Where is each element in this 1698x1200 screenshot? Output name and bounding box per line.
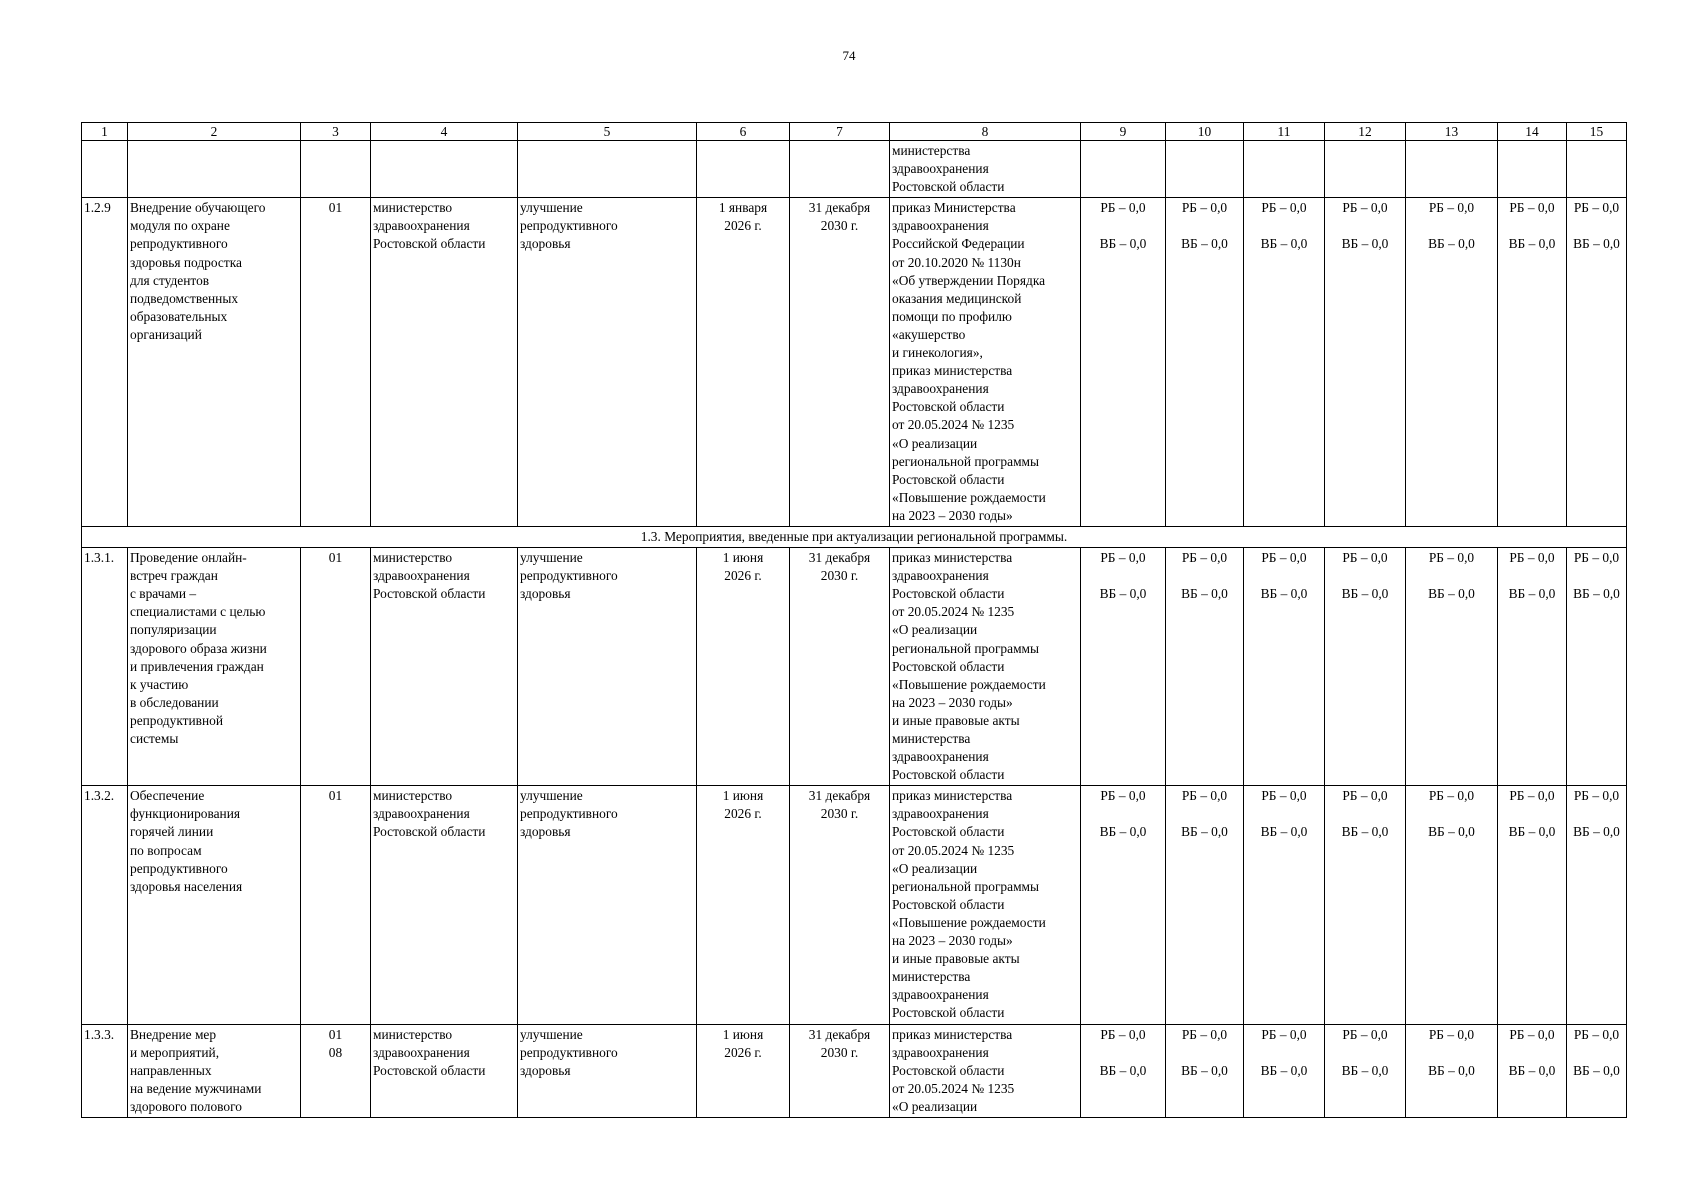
funding-cell	[1498, 1024, 1567, 1117]
regional-budget-value: РБ – 0,0	[1428, 788, 1475, 804]
off-budget-value: ВБ – 0,0	[1573, 586, 1620, 602]
regional-budget-value: РБ – 0,0	[1428, 200, 1475, 216]
spacer	[1083, 805, 1163, 823]
off-budget-value: ВБ – 0,0	[1181, 1062, 1228, 1078]
end-date-cell: 31 декабря 2030 г.	[790, 1024, 890, 1117]
spacer	[1168, 567, 1241, 585]
regional-budget-value: РБ – 0,0	[1509, 200, 1555, 216]
spacer	[1408, 217, 1495, 235]
regional-budget-value: РБ – 0,0	[1342, 200, 1388, 216]
start-date-cell: 1 июня 2026 г.	[697, 548, 790, 786]
off-budget-value: ВБ – 0,0	[1341, 586, 1389, 602]
legal-basis-cell: приказ министерства здравоохранения Ростовской области от 20.05.2024 № 1235 «О реализации региональной программы Ростовской области «Повышение рождаемости на 2023 – 2030 годы» и иные правовые акты министерства здравоохранения Ростовской области	[890, 548, 1081, 786]
funding-cell	[1567, 1024, 1627, 1117]
spacer	[1327, 805, 1403, 823]
column-number-header: 13	[1406, 123, 1498, 141]
start-date-cell: 1 июня 2026 г.	[697, 1024, 790, 1117]
empty-cell	[82, 141, 128, 198]
off-budget-value: ВБ – 0,0	[1341, 1062, 1389, 1078]
off-budget-value: ВБ – 0,0	[1508, 824, 1556, 840]
regional-budget-value: РБ – 0,0	[1261, 550, 1307, 566]
end-date-cell: 31 декабря 2030 г.	[790, 548, 890, 786]
empty-cell	[301, 141, 371, 198]
funding-cell	[1498, 548, 1567, 786]
funding-cell	[1244, 198, 1325, 527]
spacer	[1500, 1044, 1564, 1062]
column-number-header: 9	[1081, 123, 1166, 141]
spacer	[1327, 217, 1403, 235]
program-code-cell: 01 08	[301, 1024, 371, 1117]
start-date-cell: 1 января 2026 г.	[697, 198, 790, 527]
program-code-cell: 01	[301, 198, 371, 527]
column-number-header: 6	[697, 123, 790, 141]
regional-budget-value: РБ – 0,0	[1428, 1026, 1475, 1042]
regional-budget-value: РБ – 0,0	[1509, 788, 1555, 804]
regional-budget-value: РБ – 0,0	[1509, 550, 1555, 566]
spacer	[1246, 805, 1322, 823]
executor-cell: министерство здравоохранения Ростовской области	[371, 786, 518, 1024]
table-row	[82, 198, 1627, 527]
column-number-header: 7	[790, 123, 890, 141]
regional-budget-value: РБ – 0,0	[1342, 550, 1388, 566]
table-row	[82, 786, 1627, 1024]
empty-cell	[697, 141, 790, 198]
table-row	[82, 1024, 1627, 1117]
funding-cell	[1406, 548, 1498, 786]
regional-budget-value: РБ – 0,0	[1573, 1026, 1620, 1042]
off-budget-value: ВБ – 0,0	[1508, 586, 1556, 602]
off-budget-value: ВБ – 0,0	[1428, 824, 1475, 840]
regional-budget-value: РБ – 0,0	[1573, 788, 1620, 804]
funding-cell	[1166, 198, 1244, 527]
off-budget-value: ВБ – 0,0	[1573, 824, 1620, 840]
funding-cell	[1081, 198, 1166, 527]
measure-number-cell: 1.3.3.	[82, 1024, 128, 1117]
funding-cell	[1325, 198, 1406, 527]
regional-budget-value: РБ – 0,0	[1261, 200, 1307, 216]
regional-budget-value: РБ – 0,0	[1100, 550, 1146, 566]
off-budget-value: ВБ – 0,0	[1428, 586, 1475, 602]
expected-result-cell: улучшение репродуктивного здоровья	[518, 548, 697, 786]
column-number-header: 8	[890, 123, 1081, 141]
off-budget-value: ВБ – 0,0	[1508, 236, 1556, 252]
regional-budget-value: РБ – 0,0	[1509, 1026, 1555, 1042]
empty-cell	[1406, 141, 1498, 198]
column-number-header: 12	[1325, 123, 1406, 141]
off-budget-value: ВБ – 0,0	[1341, 824, 1389, 840]
table-row	[82, 548, 1627, 786]
measure-name-cell: Внедрение обучающего модуля по охране репродуктивного здоровья подростка для студентов подведомственных образовательных организаций	[128, 198, 301, 527]
off-budget-value: ВБ – 0,0	[1099, 1062, 1147, 1078]
spacer	[1408, 805, 1495, 823]
page-number: 74	[842, 48, 856, 63]
regional-budget-value: РБ – 0,0	[1573, 550, 1620, 566]
program-code-cell: 01	[301, 786, 371, 1024]
regional-budget-value: РБ – 0,0	[1100, 788, 1146, 804]
funding-cell	[1325, 786, 1406, 1024]
spacer	[1500, 217, 1564, 235]
funding-cell	[1325, 1024, 1406, 1117]
off-budget-value: ВБ – 0,0	[1099, 236, 1147, 252]
off-budget-value: ВБ – 0,0	[1181, 236, 1228, 252]
section-row	[82, 526, 1627, 547]
funding-cell	[1498, 198, 1567, 527]
expected-result-cell: улучшение репродуктивного здоровья	[518, 198, 697, 527]
header-row	[82, 123, 1627, 141]
section-title: 1.3. Мероприятия, введенные при актуализации региональной программы.	[82, 526, 1627, 547]
off-budget-value: ВБ – 0,0	[1573, 236, 1620, 252]
funding-cell	[1081, 1024, 1166, 1117]
spacer	[1083, 1044, 1163, 1062]
empty-cell	[790, 141, 890, 198]
spacer	[1327, 1044, 1403, 1062]
off-budget-value: ВБ – 0,0	[1573, 1062, 1620, 1078]
funding-cell	[1406, 786, 1498, 1024]
spacer	[1246, 217, 1322, 235]
continuation-row	[82, 141, 1627, 198]
empty-cell	[1567, 141, 1627, 198]
start-date-cell: 1 июня 2026 г.	[697, 786, 790, 1024]
legal-basis-cell: приказ министерства здравоохранения Ростовской области от 20.05.2024 № 1235 «О реализации региональной программы Ростовской области «Повышение рождаемости на 2023 – 2030 годы» и иные правовые акты министерства здравоохранения Ростовской области	[890, 786, 1081, 1024]
regional-budget-value: РБ – 0,0	[1181, 1026, 1228, 1042]
column-number-header: 14	[1498, 123, 1567, 141]
end-date-cell: 31 декабря 2030 г.	[790, 198, 890, 527]
funding-cell	[1244, 786, 1325, 1024]
funding-cell	[1325, 548, 1406, 786]
funding-cell	[1406, 198, 1498, 527]
expected-result-cell: улучшение репродуктивного здоровья	[518, 1024, 697, 1117]
off-budget-value: ВБ – 0,0	[1260, 824, 1308, 840]
spacer	[1569, 217, 1624, 235]
empty-cell	[1325, 141, 1406, 198]
column-number-header: 10	[1166, 123, 1244, 141]
basis-cell: министерства здравоохранения Ростовской области	[890, 141, 1081, 198]
regional-budget-value: РБ – 0,0	[1573, 200, 1620, 216]
spacer	[1408, 567, 1495, 585]
funding-cell	[1081, 786, 1166, 1024]
regional-budget-value: РБ – 0,0	[1261, 788, 1307, 804]
spacer	[1168, 1044, 1241, 1062]
measure-number-cell: 1.3.2.	[82, 786, 128, 1024]
off-budget-value: ВБ – 0,0	[1428, 1062, 1475, 1078]
empty-cell	[518, 141, 697, 198]
spacer	[1569, 1044, 1624, 1062]
measure-name-cell: Внедрение мер и мероприятий, направленных на ведение мужчинами здорового полового	[128, 1024, 301, 1117]
column-number-header: 2	[128, 123, 301, 141]
executor-cell: министерство здравоохранения Ростовской области	[371, 1024, 518, 1117]
end-date-cell: 31 декабря 2030 г.	[790, 786, 890, 1024]
spacer	[1569, 567, 1624, 585]
executor-cell: министерство здравоохранения Ростовской области	[371, 198, 518, 527]
off-budget-value: ВБ – 0,0	[1341, 236, 1389, 252]
off-budget-value: ВБ – 0,0	[1099, 824, 1147, 840]
funding-cell	[1166, 786, 1244, 1024]
empty-cell	[1081, 141, 1166, 198]
empty-cell	[1498, 141, 1567, 198]
measure-number-cell: 1.3.1.	[82, 548, 128, 786]
spacer	[1246, 567, 1322, 585]
funding-cell	[1166, 548, 1244, 786]
column-number-header: 4	[371, 123, 518, 141]
column-number-header: 3	[301, 123, 371, 141]
empty-cell	[371, 141, 518, 198]
off-budget-value: ВБ – 0,0	[1508, 1062, 1556, 1078]
funding-cell	[1498, 786, 1567, 1024]
executor-cell: министерство здравоохранения Ростовской области	[371, 548, 518, 786]
regional-budget-value: РБ – 0,0	[1100, 1026, 1146, 1042]
off-budget-value: ВБ – 0,0	[1260, 236, 1308, 252]
spacer	[1083, 567, 1163, 585]
funding-cell	[1567, 198, 1627, 527]
regional-budget-value: РБ – 0,0	[1342, 788, 1388, 804]
regional-budget-value: РБ – 0,0	[1428, 550, 1475, 566]
measure-name-cell: Проведение онлайн- встреч граждан с врачами – специалистами с целью популяризации здорового образа жизни и привлечения граждан к участию в обследовании репродуктивной системы	[128, 548, 301, 786]
off-budget-value: ВБ – 0,0	[1428, 236, 1475, 252]
column-number-header: 1	[82, 123, 128, 141]
spacer	[1500, 805, 1564, 823]
regional-budget-value: РБ – 0,0	[1181, 550, 1228, 566]
regional-budget-value: РБ – 0,0	[1100, 200, 1146, 216]
spacer	[1246, 1044, 1322, 1062]
empty-cell	[1244, 141, 1325, 198]
off-budget-value: ВБ – 0,0	[1260, 586, 1308, 602]
column-number-header: 11	[1244, 123, 1325, 141]
off-budget-value: ВБ – 0,0	[1099, 586, 1147, 602]
legal-basis-cell: приказ Министерства здравоохранения Российской Федерации от 20.10.2020 № 1130н «Об утверждении Порядка оказания медицинской помощи по профилю «акушерство и гинекология», приказ министерства здравоохранения Ростовской области от 20.05.2024 № 1235 «О реализации региональной программы Ростовской области «Повышение рождаемости на 2023 – 2030 годы»	[890, 198, 1081, 527]
funding-cell	[1567, 548, 1627, 786]
spacer	[1083, 217, 1163, 235]
expected-result-cell: улучшение репродуктивного здоровья	[518, 786, 697, 1024]
table-body	[82, 123, 1627, 1118]
spacer	[1168, 805, 1241, 823]
measure-name-cell: Обеспечение функционирования горячей линии по вопросам репродуктивного здоровья населения	[128, 786, 301, 1024]
spacer	[1408, 1044, 1495, 1062]
spacer	[1569, 805, 1624, 823]
empty-cell	[1166, 141, 1244, 198]
off-budget-value: ВБ – 0,0	[1181, 824, 1228, 840]
column-number-header: 15	[1567, 123, 1627, 141]
off-budget-value: ВБ – 0,0	[1260, 1062, 1308, 1078]
funding-cell	[1567, 786, 1627, 1024]
regional-budget-value: РБ – 0,0	[1261, 1026, 1307, 1042]
measure-number-cell: 1.2.9	[82, 198, 128, 527]
funding-cell	[1244, 548, 1325, 786]
funding-cell	[1081, 548, 1166, 786]
funding-cell	[1166, 1024, 1244, 1117]
funding-cell	[1244, 1024, 1325, 1117]
spacer	[1168, 217, 1241, 235]
column-number-header: 5	[518, 123, 697, 141]
spacer	[1327, 567, 1403, 585]
off-budget-value: ВБ – 0,0	[1181, 586, 1228, 602]
regional-budget-value: РБ – 0,0	[1181, 200, 1228, 216]
measures-table	[81, 122, 1627, 1118]
program-code-cell: 01	[301, 548, 371, 786]
empty-cell	[128, 141, 301, 198]
spacer	[1500, 567, 1564, 585]
funding-cell	[1406, 1024, 1498, 1117]
legal-basis-cell: приказ министерства здравоохранения Ростовской области от 20.05.2024 № 1235 «О реализации	[890, 1024, 1081, 1117]
regional-budget-value: РБ – 0,0	[1342, 1026, 1388, 1042]
regional-budget-value: РБ – 0,0	[1181, 788, 1228, 804]
